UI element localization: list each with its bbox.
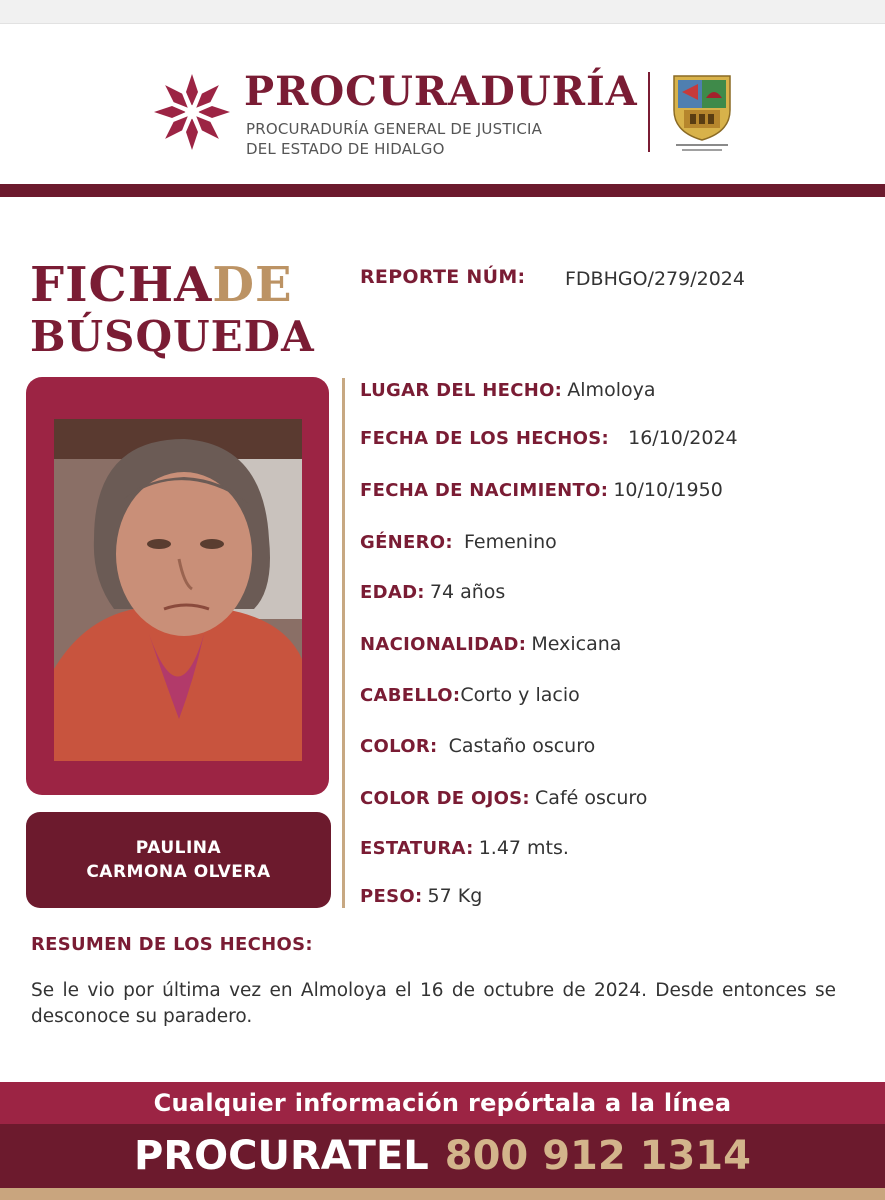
field-color [360, 735, 595, 757]
field-label: EDAD: [360, 582, 425, 603]
field-genero [360, 531, 557, 553]
details-divider [342, 378, 345, 908]
report-value: FDBHGO/279/2024 [565, 268, 745, 290]
field-value: 74 años [429, 581, 506, 603]
field-label: GÉNERO: [360, 532, 453, 553]
procuraduria-star-logo-icon [152, 72, 232, 152]
field-value: 10/10/1950 [613, 479, 723, 501]
footer-info-bar [0, 1082, 885, 1124]
field-cabello [360, 684, 580, 706]
report-number [360, 266, 745, 290]
field-value: 1.47 mts. [478, 837, 569, 859]
title-line1 [30, 258, 315, 312]
field-fecha-de-los-hechos [360, 427, 738, 449]
field-value: 16/10/2024 [628, 427, 738, 449]
hidalgo-crest-icon [668, 70, 736, 154]
person-name-card [26, 812, 331, 908]
field-nacionalidad [360, 633, 621, 655]
field-value: 57 Kg [427, 885, 483, 907]
field-fecha-de-nacimiento [360, 479, 723, 501]
header-bar [0, 184, 885, 197]
person-last-name: CARMONA OLVERA [86, 862, 271, 882]
field-value: Café oscuro [535, 787, 648, 809]
field-label: FECHA DE NACIMIENTO: [360, 480, 609, 501]
field-value: Castaño oscuro [448, 735, 596, 757]
org-subtitle-line2: DEL ESTADO DE HIDALGO [246, 140, 445, 158]
summary-text: Se le vio por última vez en Almoloya el 16 de octubre de 2024. Desde entonces se desconoce su paradero. [31, 980, 836, 1027]
field-label: CABELLO: [360, 685, 461, 706]
summary-title: RESUMEN DE LOS HECHOS: [31, 934, 313, 955]
top-strip [0, 0, 885, 24]
footer-info-text: Cualquier información repórtala a la línea [153, 1089, 732, 1117]
title-ficha: FICHA [30, 257, 213, 313]
field-label: ESTATURA: [360, 838, 474, 859]
photo-card [26, 377, 329, 795]
field-label: COLOR DE OJOS: [360, 788, 530, 809]
portrait-image [54, 419, 302, 761]
footer-gold-strip [0, 1188, 885, 1200]
field-label: NACIONALIDAD: [360, 634, 527, 655]
field-label: LUGAR DEL HECHO: [360, 380, 563, 401]
title-line2: BÚSQUEDA [30, 312, 315, 361]
title-de: DE [212, 257, 293, 313]
field-value: Corto y lacio [460, 684, 580, 706]
field-value: Femenino [464, 531, 557, 553]
org-subtitle [246, 119, 542, 159]
field-value: Almoloya [567, 379, 656, 401]
field-label: COLOR: [360, 736, 438, 757]
field-color-de-ojos [360, 787, 647, 809]
field-lugar-del-hecho [360, 379, 655, 401]
header-divider [648, 72, 650, 152]
field-value: Mexicana [531, 633, 622, 655]
field-label: PESO: [360, 886, 423, 907]
report-label: REPORTE NÚM: [360, 266, 526, 288]
missing-person-photo [54, 419, 302, 761]
field-estatura [360, 837, 569, 859]
hotline-brand: PROCURATEL [134, 1133, 429, 1179]
person-first-name: PAULINA [135, 838, 222, 858]
org-subtitle-line1: PROCURADURÍA GENERAL DE JUSTICIA [246, 120, 543, 138]
field-peso [360, 885, 482, 907]
field-edad [360, 581, 505, 603]
page-title [30, 258, 315, 362]
org-name: PROCURADURÍA [244, 68, 638, 115]
hotline-phone: 800 912 1314 [444, 1133, 751, 1179]
footer-hotline-bar [0, 1124, 885, 1188]
field-label: FECHA DE LOS HECHOS: [360, 428, 610, 449]
